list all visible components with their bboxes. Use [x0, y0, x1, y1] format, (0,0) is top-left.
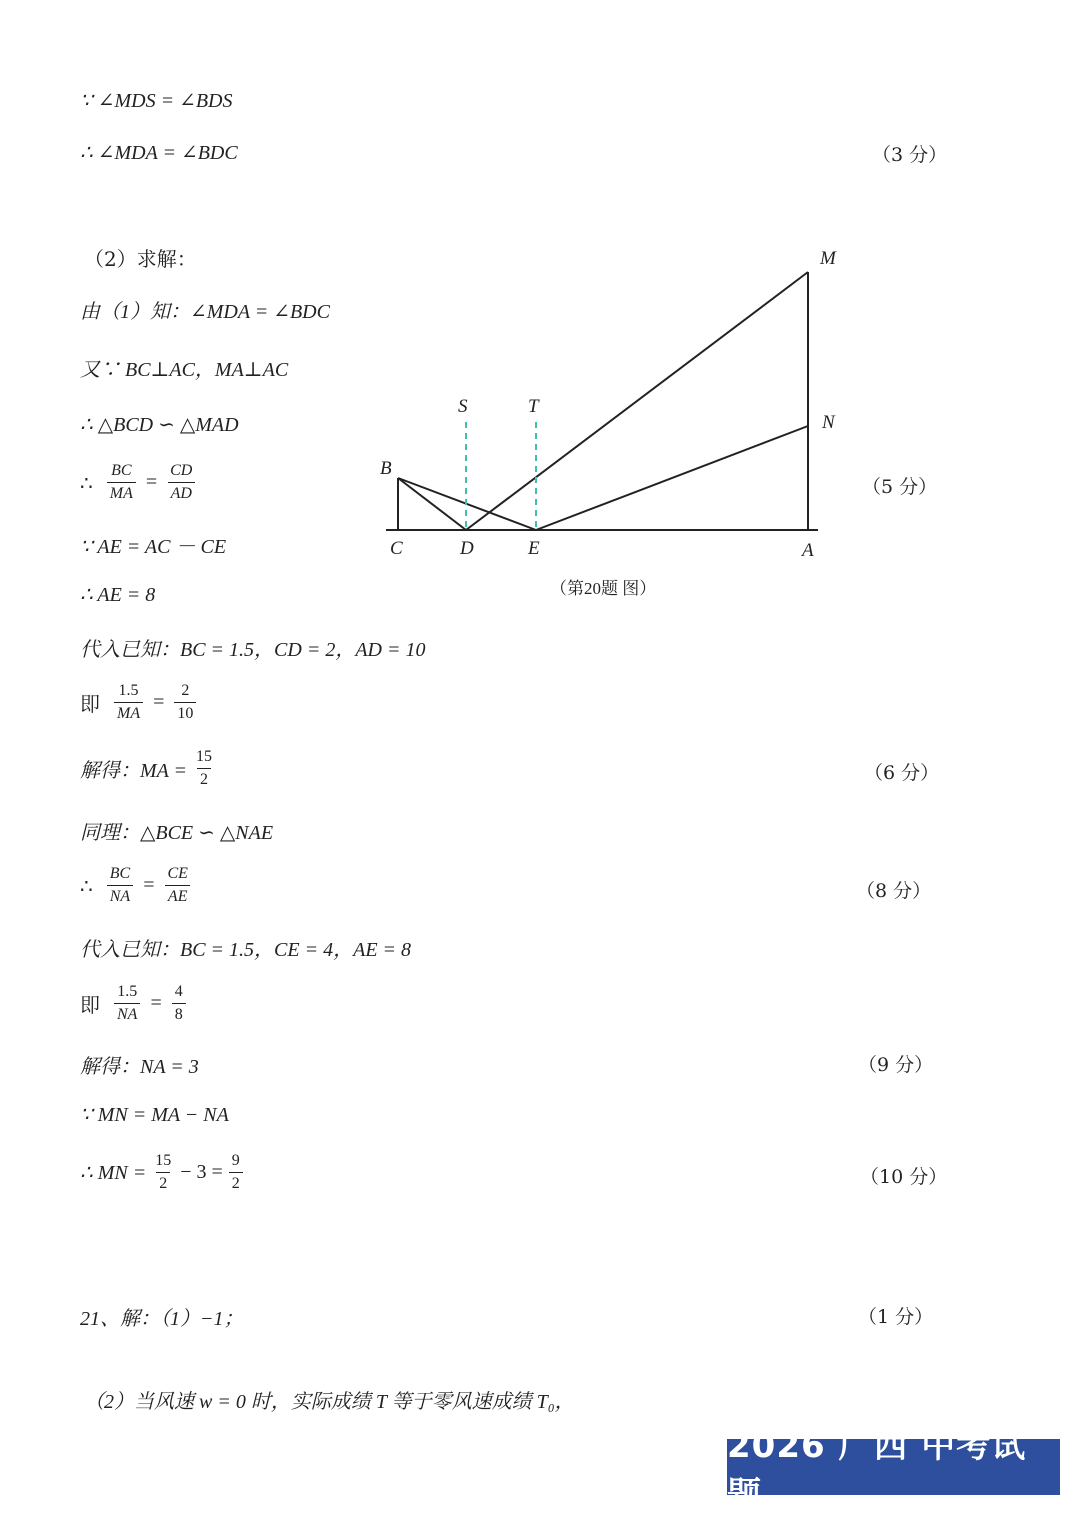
part2-line-15: ∵ MN = MA − NA — [80, 1104, 229, 1126]
label-a: A — [802, 540, 814, 561]
part2-line-2: 又∵ BC⊥AC，MA⊥AC — [80, 359, 289, 381]
fraction: $\frac{1.5}{MA}$ — [114, 682, 143, 723]
part2-line-9 — [80, 748, 221, 789]
score-5: （5 分） — [862, 476, 938, 498]
label-s: S — [458, 396, 468, 417]
part2-line-11: ∴ $\frac{BC}{NA}$ = $\frac{CE}{AE}$ — [80, 865, 197, 906]
figure-caption: （第20题 图） — [550, 579, 657, 598]
fraction: $\frac{4}{8}$ — [172, 983, 186, 1024]
geometry-figure — [370, 240, 850, 610]
score-3: （3 分） — [872, 144, 948, 166]
part2-line-7: 代入已知：BC = 1.5，CD = 2，AD = 10 — [80, 639, 426, 661]
score-10: （10 分） — [860, 1166, 948, 1188]
fraction: $\frac{CE}{AE}$ — [164, 865, 190, 906]
prefix-text: ∴ MN = — [80, 1162, 147, 1184]
q21-line-1: 21、解：（1）−1； — [80, 1308, 244, 1330]
score-9: （9 分） — [858, 1054, 934, 1076]
part2-line-8: 即 $\frac{1.5}{MA}$ = $\frac{2}{10}$ — [80, 682, 202, 723]
watermark-badge: 2026 广西 中考试题 — [727, 1439, 1060, 1495]
q21-line-2: （2）当风速 w = 0 时，实际成绩 T 等于零风速成绩 T₀， — [84, 1391, 575, 1413]
part2-heading: （2）求解： — [84, 247, 197, 271]
label-t: T — [528, 396, 539, 417]
fraction: $\frac{2}{10}$ — [174, 682, 196, 723]
part2-line-6: ∴ AE = 8 — [80, 584, 156, 606]
prefix-text: 即 — [80, 993, 100, 1017]
part2-line-10: 同理：△BCE ∽ △NAE — [80, 822, 274, 844]
therefore-symbol: ∴ — [80, 470, 93, 495]
fraction: $\frac{1.5}{NA}$ — [114, 983, 140, 1024]
fraction: $\frac{CD}{AD}$ — [167, 462, 195, 503]
mid-text: − 3 = — [180, 1161, 223, 1183]
prefix-text: 即 — [80, 692, 100, 716]
therefore-symbol: ∴ — [80, 873, 93, 898]
part2-line-3: ∴ △BCD ∽ △MAD — [80, 414, 239, 436]
label-b: B — [380, 458, 392, 479]
proof-line-2: ∴ ∠MDA = ∠BDC — [80, 142, 238, 164]
prefix-text: 解得：MA = — [80, 760, 188, 782]
segment-bd — [398, 478, 466, 530]
part2-line-14: 解得：NA = 3 — [80, 1056, 199, 1078]
part2-line-4: ∴ $\frac{BC}{MA}$ = $\frac{CD}{AD}$ — [80, 462, 201, 503]
label-n: N — [822, 412, 835, 433]
part2-line-1: 由（1）知：∠MDA = ∠BDC — [80, 301, 330, 323]
score-6: （6 分） — [864, 762, 940, 784]
fraction: $\frac{15}{2}$ — [196, 748, 213, 788]
fraction: $\frac{15}{2}$ — [155, 1152, 172, 1192]
label-e: E — [528, 538, 540, 559]
score-8: （8 分） — [856, 880, 932, 902]
part2-line-5: ∵ AE = AC － CE — [80, 536, 227, 558]
part2-line-16 — [80, 1152, 249, 1193]
part2-line-12: 代入已知：BC = 1.5，CE = 4，AE = 8 — [80, 939, 412, 961]
fraction: $\frac{9}{2}$ — [229, 1152, 243, 1193]
label-m: M — [820, 248, 836, 269]
label-c: C — [390, 538, 403, 559]
segment-en — [536, 426, 808, 530]
fraction: $\frac{BC}{NA}$ — [107, 865, 133, 906]
fraction: $\frac{BC}{MA}$ — [107, 462, 136, 503]
proof-line-1: ∵ ∠MDS = ∠BDS — [80, 90, 233, 112]
score-1: （1 分） — [858, 1306, 934, 1328]
part2-line-13: 即 $\frac{1.5}{NA}$ = $\frac{4}{8}$ — [80, 983, 192, 1024]
label-d: D — [460, 538, 474, 559]
